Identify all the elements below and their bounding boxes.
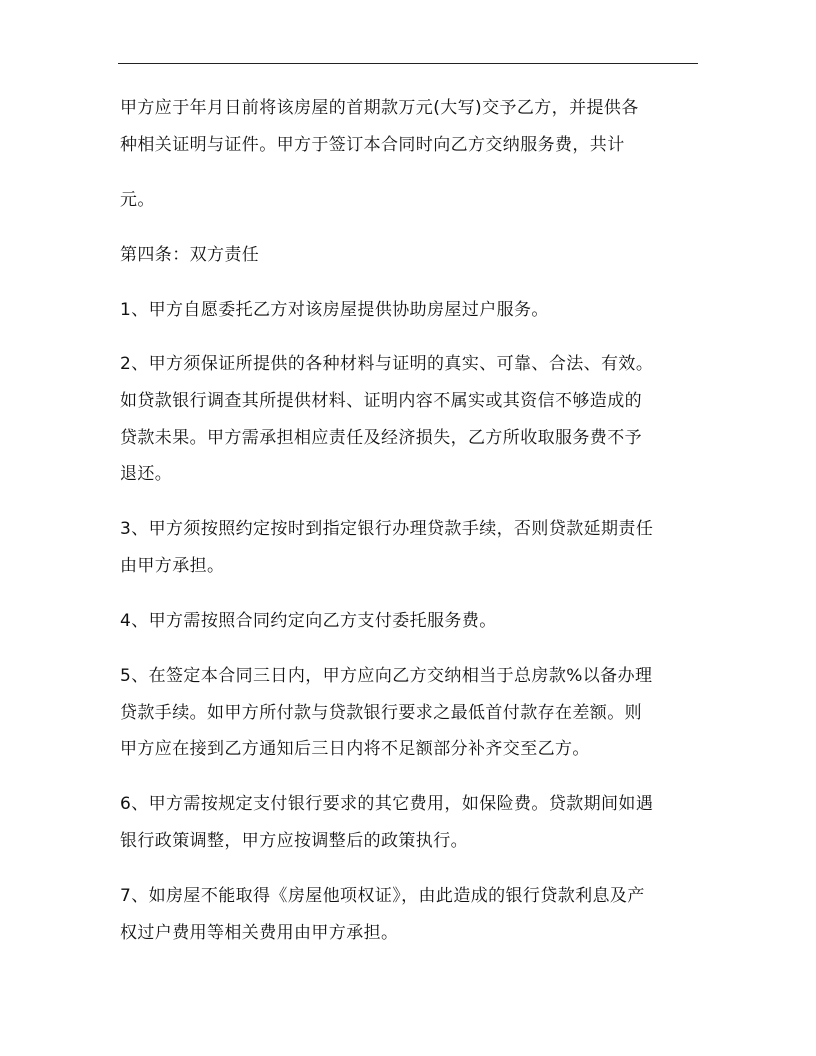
text-line: 甲方应在接到乙方通知后三日内将不足额部分补齐交至乙方。 — [120, 739, 590, 759]
text-line: 5、在签定本合同三日内，甲方应向乙方交纳相当于总房款%以备办理 — [120, 666, 653, 686]
text-line: 4、甲方需按照合同约定向乙方支付委托服务费。 — [120, 611, 497, 631]
text-line: 贷款手续。如甲方所付款与贷款银行要求之最低首付款存在差额。则 — [120, 703, 642, 723]
text-line: 7、如房屋不能取得《房屋他项权证》，由此造成的银行贷款利息及产 — [120, 886, 645, 906]
text-line: 3、甲方须按照约定按时到指定银行办理贷款手续，否则贷款延期责任 — [120, 519, 654, 539]
text-line: 2、甲方须保证所提供的各种材料与证明的真实、可靠、合法、有效。 — [120, 354, 654, 374]
text-line: 1、甲方自愿委托乙方对该房屋提供协助房屋过户服务。 — [120, 300, 549, 320]
text-line: 种相关证明与证件。甲方于签订本合同时向乙方交纳服务费，共计 — [120, 135, 625, 155]
text-line: 甲方应于年月日前将该房屋的首期款万元(大写)交予乙方，并提供各 — [120, 98, 639, 118]
text-line: 由甲方承担。 — [120, 556, 225, 576]
header-rule — [118, 63, 698, 64]
text-line: 贷款未果。甲方需承担相应责任及经济损失，乙方所收取服务费不予 — [120, 428, 642, 448]
text-line: 权过户费用等相关费用由甲方承担。 — [120, 923, 399, 943]
text-line: 如贷款银行调查其所提供材料、证明内容不属实或其资信不够造成的 — [120, 391, 642, 411]
text-line: 元。 — [120, 190, 155, 210]
section-heading: 第四条：双方责任 — [120, 245, 260, 265]
text-line: 银行政策调整，甲方应按调整后的政策执行。 — [120, 831, 468, 851]
text-line: 6、甲方需按规定支付银行要求的其它费用，如保险费。贷款期间如遇 — [120, 794, 654, 814]
text-line: 退还。 — [120, 464, 173, 484]
